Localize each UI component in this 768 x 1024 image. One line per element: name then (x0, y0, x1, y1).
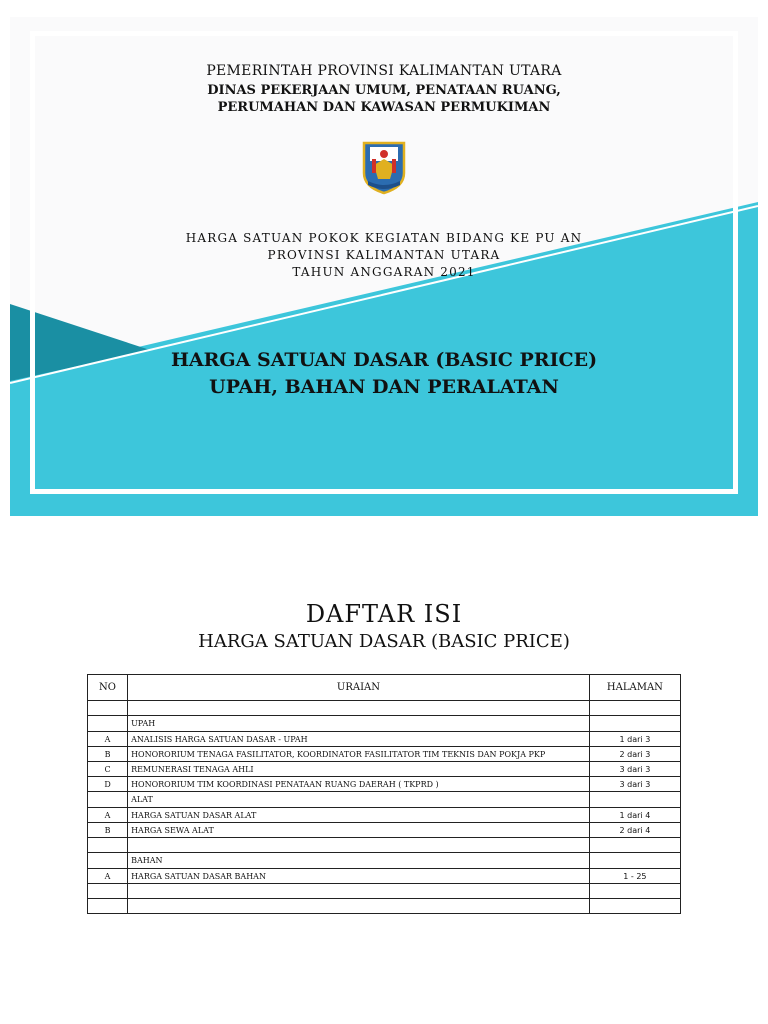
table-row (88, 762, 681, 777)
cell-uraian: HARGA SATUAN DASAR BAHAN (128, 869, 590, 884)
cell-no: B (88, 747, 128, 762)
cover-title-line-1: HARGA SATUAN DASAR (BASIC PRICE) (170, 349, 598, 371)
cell-halaman: 1 dari 3 (589, 732, 680, 747)
section-bahan: BAHAN (128, 853, 590, 869)
table-row (88, 747, 681, 762)
header-uraian: URAIAN (128, 675, 590, 701)
cell-no (88, 838, 128, 853)
toc-title: DAFTAR ISI (305, 600, 463, 628)
cell-uraian: HONORORIUM TENAGA FASILITATOR, KOORDINATOR FASILITATOR TIM TEKNIS DAN POKJA PKP (128, 747, 590, 762)
cell-halaman: 1 dari 4 (589, 808, 680, 823)
cell-no (88, 884, 128, 899)
cell-no: C (88, 762, 128, 777)
section-upah: UPAH (128, 716, 590, 732)
cell-halaman: 2 dari 4 (589, 823, 680, 838)
table-row (88, 732, 681, 747)
toc-header-row (88, 675, 681, 701)
province-emblem-icon (360, 139, 408, 195)
table-row-section (88, 716, 681, 732)
table-row-section (88, 792, 681, 808)
cell-halaman: 1 - 25 (589, 869, 680, 884)
cell-no: A (88, 869, 128, 884)
header-halaman: HALAMAN (589, 675, 680, 701)
sub-line-3: TAHUN ANGGARAN 2021 (292, 265, 476, 279)
cell-uraian: ANALISIS HARGA SATUAN DASAR - UPAH (128, 732, 590, 747)
cell-halaman (589, 716, 680, 732)
cell-halaman (589, 838, 680, 853)
table-row (88, 808, 681, 823)
cell-halaman (589, 853, 680, 869)
cell-no (88, 716, 128, 732)
cell-uraian: HONORORIUM TIM KOORDINASI PENATAAN RUANG DAERAH ( TKPRD ) (128, 777, 590, 792)
cell-uraian: HARGA SEWA ALAT (128, 823, 590, 838)
table-row-section (88, 853, 681, 869)
sub-line-2: PROVINSI KALIMANTAN UTARA (267, 248, 501, 262)
cell-uraian (128, 884, 590, 899)
gov-lines-2-3 (10, 82, 758, 116)
cell-halaman (589, 884, 680, 899)
cell-halaman (589, 701, 680, 716)
cell-no (88, 899, 128, 914)
table-row (88, 838, 681, 853)
toc-subtitle: HARGA SATUAN DASAR (BASIC PRICE) (198, 631, 570, 652)
cell-no: A (88, 732, 128, 747)
toc-table (87, 674, 681, 914)
gov-line-3: PERUMAHAN DAN KAWASAN PERMUKIMAN (217, 100, 551, 115)
table-row (88, 899, 681, 914)
cover-title (10, 347, 758, 401)
table-row (88, 884, 681, 899)
table-row (88, 823, 681, 838)
header-no: NO (88, 675, 128, 701)
cell-uraian (128, 701, 590, 716)
cover-page (10, 17, 758, 516)
cell-halaman: 2 dari 3 (589, 747, 680, 762)
cell-halaman: 3 dari 3 (589, 762, 680, 777)
cell-halaman (589, 792, 680, 808)
cell-uraian: HARGA SATUAN DASAR ALAT (128, 808, 590, 823)
cell-uraian: REMUNERASI TENAGA AHLI (128, 762, 590, 777)
cover-title-line-2: UPAH, BAHAN DAN PERALATAN (209, 376, 559, 398)
cell-no (88, 792, 128, 808)
cell-no: B (88, 823, 128, 838)
cell-no (88, 701, 128, 716)
section-alat: ALAT (128, 792, 590, 808)
cell-no: A (88, 808, 128, 823)
table-row (88, 777, 681, 792)
gov-line-2: DINAS PEKERJAAN UMUM, PENATAAN RUANG, (207, 83, 561, 98)
cell-uraian (128, 899, 590, 914)
sub-line-1: HARGA SATUAN POKOK KEGIATAN BIDANG KE PU AN (185, 231, 583, 245)
cell-uraian (128, 838, 590, 853)
gov-line-1: PEMERINTAH PROVINSI KALIMANTAN UTARA (206, 63, 562, 79)
table-row (88, 869, 681, 884)
cell-no: D (88, 777, 128, 792)
cell-no (88, 853, 128, 869)
cell-halaman (589, 899, 680, 914)
cell-halaman: 3 dari 3 (589, 777, 680, 792)
sub-heading (10, 230, 758, 281)
table-row (88, 701, 681, 716)
